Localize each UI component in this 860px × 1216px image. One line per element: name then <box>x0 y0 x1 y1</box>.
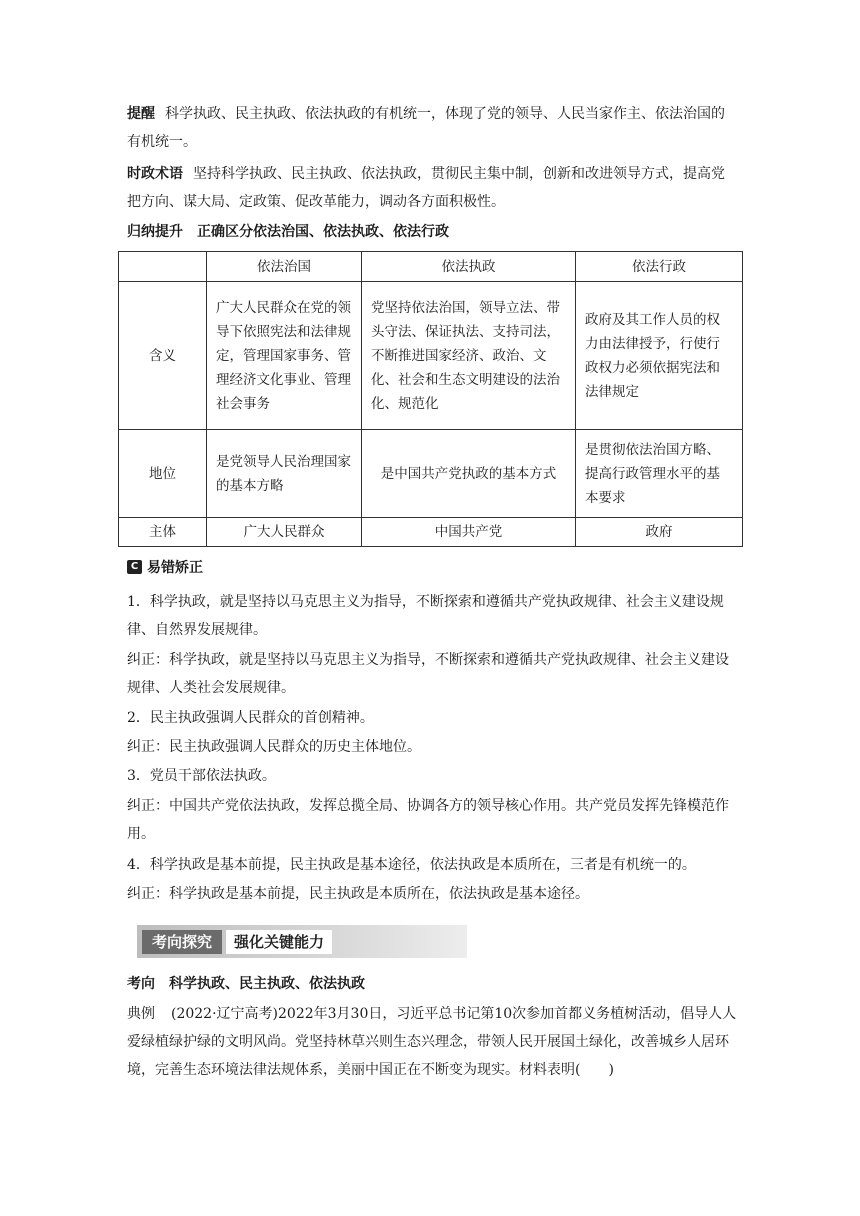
correction-answer: 纠正：科学执政，就是坚持以马克思主义为指导，不断探索和遵循共产党执政规律、社会主义建设规律、人类社会发展规律。 <box>127 652 729 696</box>
tip-paragraph <box>127 100 737 156</box>
section-banner <box>137 925 467 958</box>
corrections-heading <box>127 557 203 577</box>
example-paragraph <box>127 1000 737 1084</box>
table-cell: 广大人民群众 <box>207 518 362 547</box>
banner-left-label: 考向探究 <box>142 930 222 954</box>
table-cell: 中国共产党 <box>362 518 576 547</box>
correction-statement: 1．科学执政，就是坚持以马克思主义为指导，不断探索和遵循共产党执政规律、社会主义建设规律、自然界发展规律。 <box>127 594 724 638</box>
example-text: (2022·辽宁高考)2022年3月30日，习近平总书记第10次参加首都义务植树活动，倡导人人爱绿植绿护绿的文明风尚。党坚持林草兴则生态兴理念，带领人民开展国土绿化，改善城乡人居环境，完善生态环境法律法规体系，美丽中国正在不断变为现实。材料表明( ) <box>127 1006 737 1078</box>
table-row <box>119 430 743 518</box>
term-label: 时政术语 <box>127 166 183 182</box>
table-header-row <box>119 252 743 282</box>
correction-answer: 纠正：民主执政强调人民群众的历史主体地位。 <box>127 739 421 755</box>
table-cell: 是党领导人民治理国家的基本方略 <box>207 430 362 518</box>
table-cell: 党坚持依法治国，领导立法、带头守法、保证执法、支持司法，不断推进国家经济、政治、文化、社会和生态文明建设的法治化、规范化 <box>362 282 576 430</box>
table-header-cell: 依法治国 <box>207 252 362 282</box>
summary-heading: 归纳提升 正确区分依法治国、依法执政、依法行政 <box>127 224 449 240</box>
comparison-table <box>118 251 743 547</box>
table-header-cell: 依法执政 <box>362 252 576 282</box>
table-cell: 政府 <box>576 518 743 547</box>
table-row <box>119 282 743 430</box>
term-paragraph <box>127 160 737 216</box>
tip-text: 科学执政、民主执政、依法执政的有机统一，体现了党的领导、人民当家作主、依法治国的有机统一。 <box>127 106 725 150</box>
correction-statement: 2．民主执政强调人民群众的首创精神。 <box>127 710 374 726</box>
banner-right-label: 强化关键能力 <box>226 930 332 954</box>
c-badge-icon: C <box>127 560 142 574</box>
table-cell: 是贯彻依法治国方略、提高行政管理水平的基本要求 <box>576 430 743 518</box>
corrections-title: 易错矫正 <box>147 560 203 576</box>
row-label: 主体 <box>119 518 207 547</box>
table-cell: 是中国共产党执政的基本方式 <box>362 430 576 518</box>
correction-statement: 3．党员干部依法执政。 <box>127 768 276 784</box>
correction-answer: 纠正：中国共产党依法执政，发挥总揽全局、协调各方的领导核心作用。共产党员发挥先锋模范作用。 <box>127 798 729 842</box>
tip-label: 提醒 <box>127 106 155 122</box>
row-label: 地位 <box>119 430 207 518</box>
table-header-cell: 依法行政 <box>576 252 743 282</box>
table-row <box>119 518 743 547</box>
term-text: 坚持科学执政、民主执政、依法执政，贯彻民主集中制，创新和改进领导方式，提高党把方向、谋大局、定政策、促改革能力，调动各方面积极性。 <box>127 166 725 210</box>
table-cell: 广大人民群众在党的领导下依照宪法和法律规定，管理国家事务、管理经济文化事业、管理社会事务 <box>207 282 362 430</box>
table-header-cell <box>119 252 207 282</box>
exam-heading: 考向 科学执政、民主执政、依法执政 <box>127 976 365 992</box>
example-label: 典例 <box>127 1006 155 1022</box>
correction-answer: 纠正：科学执政是基本前提，民主执政是本质所在，依法执政是基本途径。 <box>127 886 589 902</box>
table-cell: 政府及其工作人员的权力由法律授予，行使行政权力必须依据宪法和法律规定 <box>576 282 743 430</box>
row-label: 含义 <box>119 282 207 430</box>
correction-statement: 4．科学执政是基本前提，民主执政是基本途径，依法执政是本质所在，三者是有机统一的。 <box>127 857 696 873</box>
